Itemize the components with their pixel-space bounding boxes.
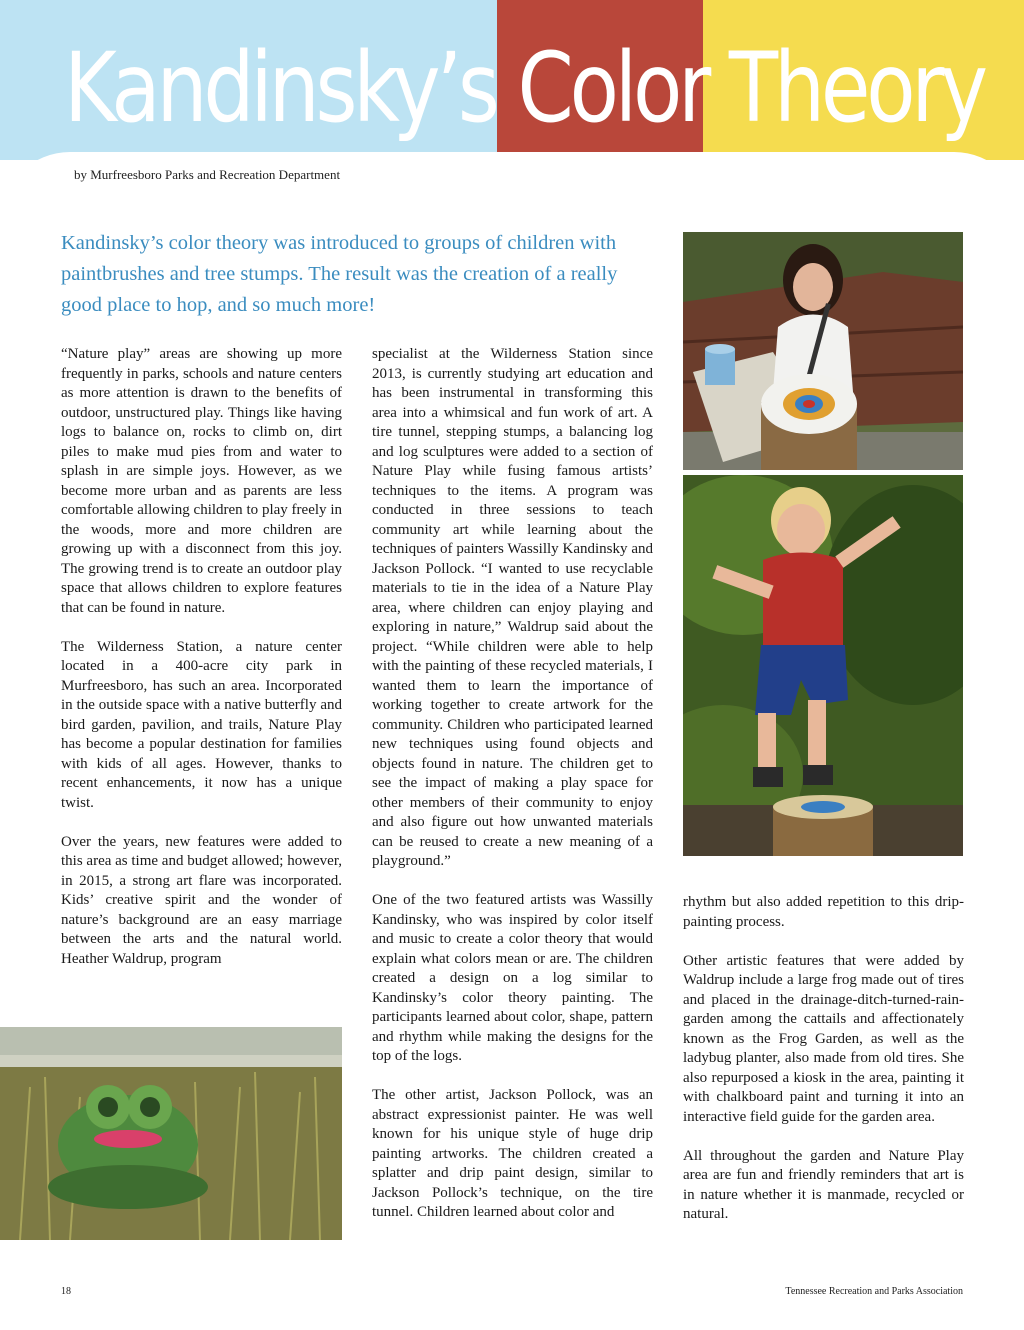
title-word-theory: Theory (728, 32, 984, 144)
paragraph: Over the years, new features were added to this area as time and budget allowed; however, in 2015, a strong art flare was incorporated. Kids’ creative spirit and the wonder of nature’s background are an easy marriage between the arts and the natural world. Heather Waldrup, program (61, 833, 342, 967)
byline: by Murfreesboro Parks and Recreation Department (74, 167, 341, 182)
page-number: 18 (61, 1286, 71, 1297)
photo-girl-painting-log (683, 232, 963, 470)
title-word-kandinskys: Kandinsky’s (64, 32, 496, 144)
article-column-1 (61, 345, 342, 989)
article-column-3 (683, 893, 964, 1244)
article-title (64, 32, 1006, 144)
paragraph: Other artistic features that were added by Waldrup include a large frog made out of tires and placed in the drainage-ditch-turned-rain-garden among the cattails and affectionately known as the Frog Garden, as well as the ladybug planter, also made from old tires. She also repurposed a kiosk in the area, painting it with chalkboard paint and turning it into an interactive field guide for the garden area. (683, 952, 964, 1125)
paragraph: rhythm but also added repetition to this drip-painting process. (683, 894, 964, 930)
article-column-2 (372, 345, 653, 1242)
intro-deck: Kandinsky’s color theory was introduced to groups of children with paintbrushes and tree stumps. The result was the creation of a really good place to hop, and so much more! (61, 232, 618, 316)
photo-boy-hopping-stump (683, 475, 963, 856)
paragraph: The other artist, Jackson Pollock, was an abstract expressionist painter. He was well known for his unique style of huge drip painting artworks. The children created a splatter and drip paint design, similar to Jackson Pollock’s technique, on the tire tunnel. Children learned about color and (372, 1087, 653, 1220)
title-word-color: Color (517, 32, 708, 144)
publication-name: Tennessee Recreation and Parks Association (785, 1286, 963, 1297)
photo-tire-frog-garden (0, 1027, 342, 1240)
paragraph: specialist at the Wilderness Station since 2013, is currently studying art education and has been instrumental in transforming this area into a whimsical and fun work of art. A tire tunnel, stepping stumps, a balancing log and log sculptures were added to a section of Nature Play while fusing famous artists’ techniques to the items. A program was conducted in three sessions to teach community art while learning about the techniques of painters Wassilly Kandinsky and Jackson Pollock. “I wanted to use recyclable materials to tie in the idea of a Nature Play area, where children can enjoy playing and exploring in nature,” Waldrup said about the project. “While children were able to help with the painting of these recycled materials, I wanted them to learn the importance of working together to create artwork for the community. Children who participated learned new techniques using found objects and objects found in nature. The children get to see the impact of making a play space for other members of their community to enjoy and also figure out how unwanted materials can be reused to create a new meaning of a playground.” (372, 346, 653, 869)
paragraph: All throughout the garden and Nature Play area are fun and friendly reminders that art is in nature whether it is manmade, recycled or natural. (683, 1147, 964, 1222)
paragraph: “Nature play” areas are showing up more frequently in parks, schools and nature centers as more attention is drawn to the benefits of outdoor, unstructured play. Things like having logs to balance on, rocks to climb on, dirt piles to make mud pies from and water to splash in are simple joys. However, as we become more urban and as parents are less comfortable allowing children to play freely in the woods, more and more children are growing up with a disconnect from this joy. The growing trend is to create an outdoor play space that allows children to explore features that can be found in nature. (61, 346, 342, 616)
paragraph: The Wilderness Station, a nature center located in a 400-acre city park in Murfreesboro, has such an area. Incorporated in the outside space with a native butterfly and bird garden, pavilion, and trails, Nature Play has become a popular destination for families with kids of all ages. However, thanks to recent enhancements, it now has a unique twist. (61, 638, 342, 811)
paragraph: One of the two featured artists was Wassilly Kandinsky, who was inspired by color itself and music to create a color theory that would explain what colors mean or are. The children created a design on a log similar to Kandinsky’s color theory painting. The participants learned about color, shape, pattern and rhythm while making the designs for the top of the logs. (372, 892, 653, 1064)
